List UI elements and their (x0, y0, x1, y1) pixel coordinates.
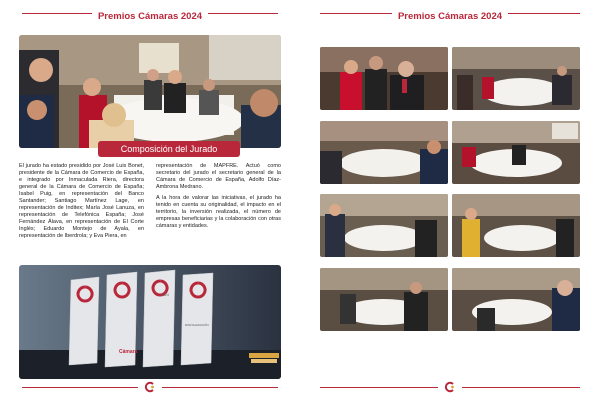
event-photo-6 (452, 194, 580, 257)
footer-rule-left (22, 387, 138, 388)
event-photo-5 (320, 194, 448, 257)
camara-logo-icon (144, 380, 156, 392)
header-title: Premios Cámaras 2024 (92, 11, 208, 22)
footer-rule-right (462, 387, 580, 388)
event-photo-8 (452, 268, 580, 331)
text-column-2 (156, 163, 281, 234)
event-photo-1 (320, 47, 448, 110)
header-rule-right (204, 13, 278, 14)
footer-rule-right (162, 387, 278, 388)
trophy-text: DIGITALIZACIÓN (185, 323, 209, 327)
paragraph-jury-members: El jurado ha estado presidido por José Luis Bonet, presidente de la Cámara de Comercio de España, e integrado por Inmaculada Riera, directora general de la Cámara de Comercio de España; Isabel Puig, en representación del Banco Santander; Santiago Martínez Lage, en representación de Inditex; María José Lanuza, en representación de Telefónica España; José Fernández Álava, en representación de El Corte Inglés; Eduardo Montejo de Ayala, en representación de Iberdrola; y Eva Piera, en (19, 163, 144, 239)
paragraph-secretary: representación de MAPFRE. Actuó como secretario del jurado el secretario general de la Cámara de Comercio de España, Adolfo Díaz-Ambrona Medrano. (156, 163, 281, 190)
trophy-year: 2024 (161, 293, 169, 297)
paragraph-criteria: A la hora de valorar las iniciativas, el jurado ha tenido en cuenta su originalidad, el impacto en el territorio, la inversión realizada, el número de empresas beneficiarias y la colaboración con otras cámaras y entidades. (156, 195, 281, 229)
event-photo-2 (452, 47, 580, 110)
text-column-1 (19, 163, 144, 244)
header-title: Premios Cámaras 2024 (392, 11, 508, 22)
trophy-brand: Cámara (119, 349, 138, 355)
composition-banner: Composición del Jurado (98, 141, 240, 157)
header-rule-right (502, 13, 580, 14)
event-photo-4 (452, 121, 580, 184)
left-footer (0, 380, 300, 394)
trophies-photo (19, 265, 281, 379)
footer-rule-left (320, 387, 438, 388)
left-header (0, 6, 300, 20)
header-rule-left (320, 13, 398, 14)
event-photo-3 (320, 121, 448, 184)
camara-logo-icon (444, 380, 456, 392)
right-page (300, 0, 600, 406)
event-photo-7 (320, 268, 448, 331)
jury-hero-photo (19, 35, 281, 148)
header-rule-left (22, 13, 96, 14)
right-header (300, 6, 600, 20)
right-footer (300, 380, 600, 394)
